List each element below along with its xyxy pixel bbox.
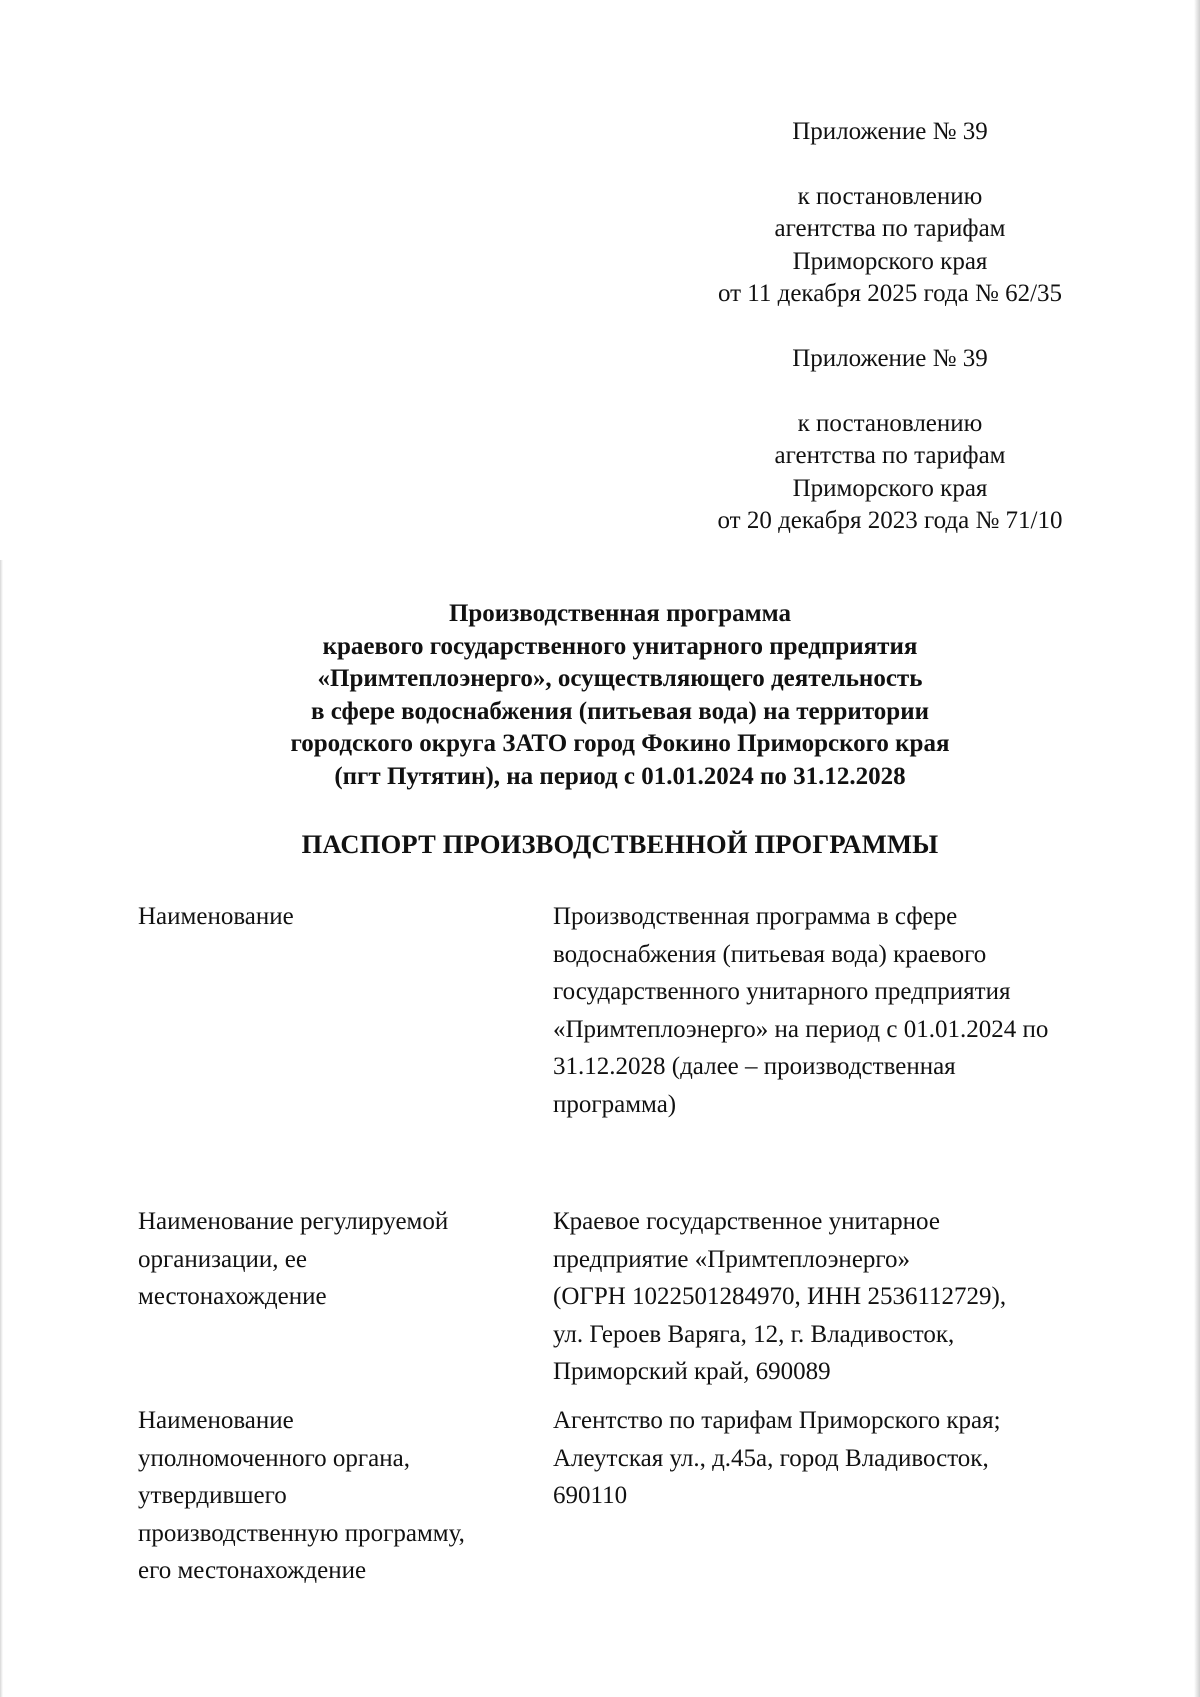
- approval-date: от 20 декабря 2023 года № 71/10: [717, 507, 1063, 534]
- value-line: 690110: [553, 1482, 628, 1509]
- passport-row-label: [138, 1203, 538, 1316]
- label-line: уполномоченного органа,: [138, 1444, 410, 1472]
- title-line: «Примтеплоэнерго», осуществляющего деятельность: [317, 665, 923, 692]
- value-line: ул. Героев Варяга, 12, г. Владивосток,: [553, 1320, 955, 1348]
- title-line: городского округа ЗАТО город Фокино Приморского края: [290, 730, 950, 757]
- passport-row-value: [553, 1402, 1123, 1515]
- passport-row-value: [553, 898, 1123, 1123]
- label-line: Наименование регулируемой: [138, 1208, 449, 1235]
- value-line: Краевое государственное унитарное: [553, 1208, 940, 1235]
- value-line: (ОГРН 1022501284970, ИНН 2536112729),: [553, 1283, 1007, 1310]
- value-line: государственного унитарного предприятия: [553, 978, 1011, 1005]
- value-line: «Примтеплоэнерго» на период с 01.01.2024 по: [553, 1015, 1049, 1043]
- approval-line: агентства по тарифам: [774, 442, 1006, 469]
- approval-date: от 11 декабря 2025 года № 62/35: [717, 280, 1063, 307]
- title-line: Производственная программа: [448, 600, 792, 627]
- approval-stamp-current: [690, 116, 1090, 311]
- label-line: Наименование: [138, 1407, 294, 1434]
- value-line: Производственная программа в сфере: [553, 903, 958, 930]
- passport-row-label: [138, 898, 538, 936]
- passport-row-label: [138, 1402, 538, 1590]
- label-line: местонахождение: [138, 1283, 327, 1310]
- passport-row-value: [553, 1203, 1123, 1391]
- value-line: водоснабжения (питьевая вода) краевого: [553, 940, 987, 968]
- approval-line: к постановлению: [797, 182, 983, 210]
- appendix-number: Приложение № 39: [792, 345, 988, 372]
- approval-line: Приморского края: [792, 247, 988, 275]
- label-line: организации, ее: [138, 1245, 307, 1273]
- appendix-number: Приложение № 39: [792, 118, 988, 145]
- approval-line: к постановлению: [797, 409, 983, 437]
- passport-heading: ПАСПОРТ ПРОИЗВОДСТВЕННОЙ ПРОГРАММЫ: [301, 829, 939, 859]
- title-line: (пгт Путятин), на период с 01.01.2024 по 31.12.2028: [334, 762, 906, 790]
- value-line: предприятие «Примтеплоэнерго»: [553, 1245, 911, 1273]
- title-line: краевого государственного унитарного предприятия: [322, 632, 918, 660]
- value-line: программа): [553, 1090, 677, 1118]
- label-line: утвердившего: [138, 1482, 287, 1509]
- value-line: Приморский край, 690089: [553, 1358, 831, 1385]
- scan-edge-right: [1194, 0, 1200, 1697]
- value-line: Алеутская ул., д.45а, город Владивосток,: [553, 1444, 989, 1472]
- label-line: Наименование: [138, 903, 294, 930]
- value-line: Агентство по тарифам Приморского края;: [553, 1407, 1001, 1434]
- title-line: в сфере водоснабжения (питьевая вода) на территории: [310, 697, 930, 725]
- approval-line: Приморского края: [792, 474, 988, 502]
- document-title: [180, 598, 1060, 793]
- approval-stamp-original: [690, 343, 1090, 538]
- scan-edge-left: [0, 560, 3, 1697]
- approval-line: агентства по тарифам: [774, 215, 1006, 242]
- label-line: его местонахождение: [138, 1557, 367, 1584]
- label-line: производственную программу,: [138, 1519, 465, 1547]
- value-line: 31.12.2028 (далее – производственная: [553, 1053, 956, 1080]
